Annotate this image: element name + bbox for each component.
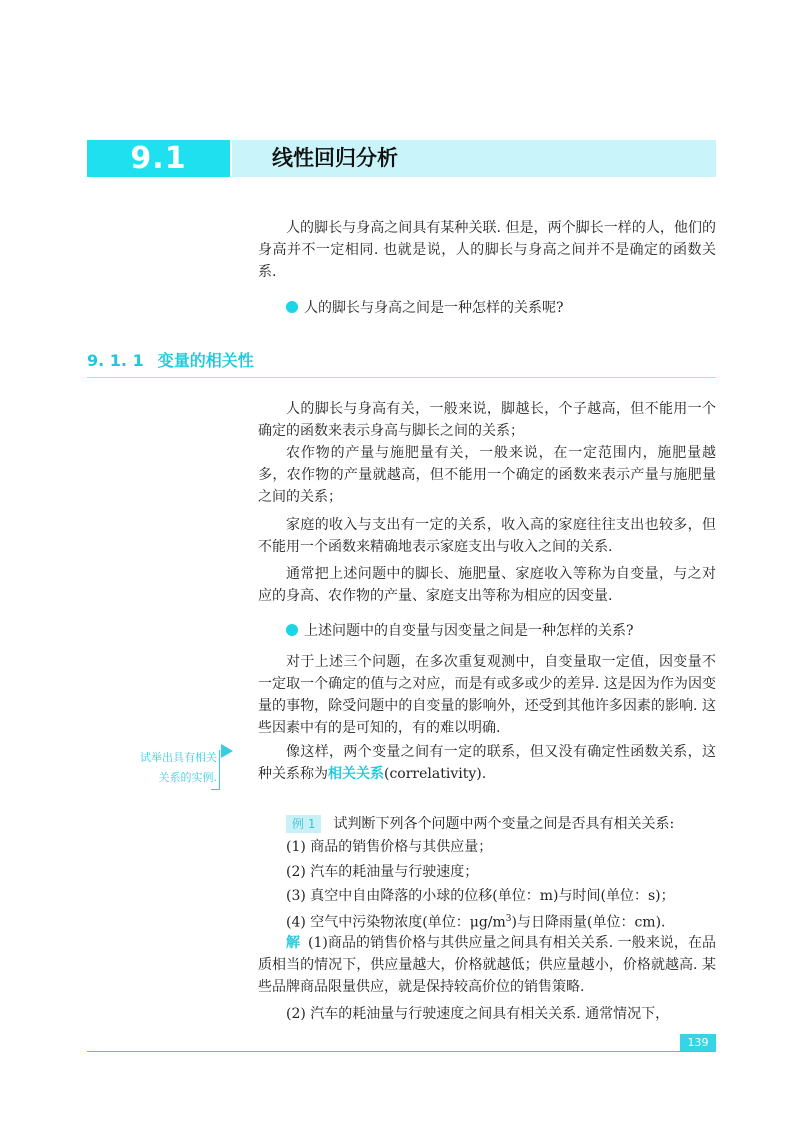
- solution-paragraph-1: [258, 932, 716, 998]
- bullet-dot-icon: [286, 624, 298, 636]
- body-paragraph-1: 人的脚长与身高有关，一般来说，脚越长，个子越高，但不能用一个确定的函数来表示身高与脚长之间的关系；: [258, 401, 716, 439]
- subsection-title: 变量的相关性: [157, 351, 254, 370]
- example-item-3: (3) 真空中自由降落的小球的位移(单位：m)与时间(单位：s)；: [286, 888, 675, 904]
- example-item-4: [286, 908, 716, 934]
- intro-question: [286, 297, 564, 319]
- body-question: [286, 620, 634, 642]
- section-number: 9.1: [87, 140, 230, 177]
- body-question-text: 上述问题中的自变量与因变量之间是一种怎样的关系?: [304, 623, 634, 639]
- solution-label: 解: [286, 935, 301, 951]
- example-item-4-text: (4) 空气中污染物浓度(单位：μg/m: [286, 914, 506, 931]
- margin-note-line-2: 关系的实例.: [158, 771, 217, 784]
- example-item-4-tail: )与日降雨量(单位：cm).: [511, 914, 666, 931]
- margin-bracket-foot: [211, 789, 220, 790]
- intro-question-text: 人的脚长与身高之间是一种怎样的关系呢?: [304, 300, 564, 316]
- section-title: 线性回归分析: [272, 146, 398, 170]
- example-item-2: (2) 汽车的耗油量与行驶速度；: [286, 864, 479, 880]
- solution-text-1: (1)商品的销售价格与其供应量之间具有相关关系. 一般来说，在品质相当的情况下，供应量越大，价格就越低；供应量越小，价格就越高. 某些品牌商品限量供应，就是保持较高价位的销售策略.: [258, 935, 716, 995]
- superscript: 3: [505, 914, 512, 924]
- subsection-number: 9. 1. 1: [87, 351, 144, 370]
- subsection-divider: [87, 377, 716, 378]
- bullet-dot-icon: [286, 301, 298, 313]
- example-prompt: [286, 813, 716, 835]
- solution-paragraph-2: (2) 汽车的耗油量与行驶速度之间具有相关关系. 通常情况下，: [286, 1006, 670, 1022]
- margin-bracket: [219, 750, 220, 790]
- example-prompt-text: 试判断下列各个问题中两个变量之间是否具有相关关系:: [333, 816, 675, 832]
- footer-rule: [87, 1051, 716, 1052]
- body-paragraph-4: 通常把上述问题中的脚长、施肥量、家庭收入等称为自变量，与之对应的身高、农作物的产量、家庭支出等称为相应的因变量.: [258, 566, 716, 604]
- body-paragraph-3: 家庭的收入与支出有一定的关系，收入高的家庭往往支出也较多，但不能用一个函数来精确地表示家庭支出与收入之间的关系.: [258, 517, 716, 555]
- intro-paragraph: 人的脚长与身高之间具有某种关联. 但是，两个脚长一样的人，他们的身高并不一定相同. 也就是说，人的脚长与身高之间并不是确定的函数关系.: [258, 220, 716, 280]
- subsection-heading: [87, 350, 254, 372]
- flag-icon: [221, 744, 233, 758]
- margin-note-line-1: 试举出具有相关: [140, 751, 217, 764]
- example-item-1: (1) 商品的销售价格与其供应量；: [286, 839, 493, 855]
- body-paragraph-6-text: 像这样，两个变量之间有一定的联系，但又没有确定性函数关系，这种关系称为: [258, 744, 716, 782]
- margin-note: [87, 748, 217, 788]
- term-correlation: 相关关系: [328, 766, 384, 782]
- body-paragraph-6-english: (correlativity).: [384, 766, 487, 782]
- page-number: 139: [680, 1034, 716, 1051]
- body-paragraph-2: 农作物的产量与施肥量有关，一般来说，在一定范围内，施肥量越多，农作物的产量就越高，但不能用一个确定的函数来表示产量与施肥量之间的关系；: [258, 445, 716, 505]
- body-paragraph-5: 对于上述三个问题，在多次重复观测中，自变量取一定值，因变量不一定取一个确定的值与之对应，而是有或多或少的差异. 这是因为作为因变量的事物，除受问题中的自变量的影响外，还受到其他许多因素的影响. 这些因素中有的是可知的，有的难以明确.: [258, 654, 716, 736]
- body-paragraph-6: [258, 741, 716, 785]
- example-badge: 例 1: [286, 815, 321, 833]
